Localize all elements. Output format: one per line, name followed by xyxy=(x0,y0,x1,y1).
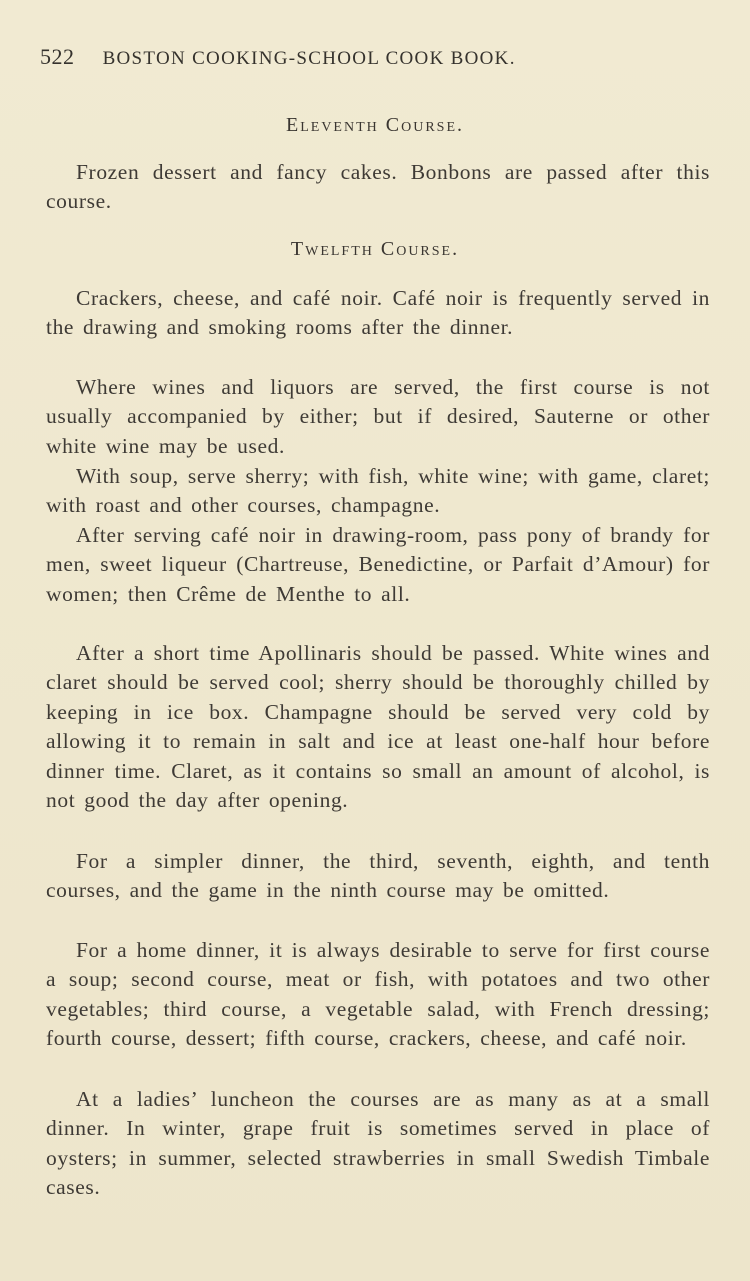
running-header xyxy=(40,44,720,70)
paragraph: Where wines and liquors are served, the first course is not usually accompanied by either; but if desired, Sauterne or other white wine may be used. xyxy=(46,374,710,458)
paragraph: Frozen dessert and fancy cakes. Bonbons are passed after this course. xyxy=(46,159,710,214)
paragraph: After a short time Apollinaris should be passed. White wines and claret should be served cool; sherry should be thoroughly chilled by keeping in ice box. Champagne should be served very cold by allowing it to remain in salt and ice at least one-half hour before dinner time. Claret, as it contains so small an amount of alcohol, is not good the day after opening. xyxy=(46,640,710,813)
paragraph: At a ladies’ luncheon the courses are as many as at a small dinner. In winter, grape fruit is sometimes served in place of oysters; in summer, selected strawberries in small Swedish Timbale cases. xyxy=(46,1086,710,1200)
running-title: BOSTON COOKING-SCHOOL COOK BOOK. xyxy=(102,48,516,69)
paragraph: After serving café noir in drawing-room, pass pony of brandy for men, sweet liqueur (Chartreuse, Benedictine, or Parfait d’Amour) for women; then Crême de Menthe to all. xyxy=(46,522,710,606)
section-heading-eleventh-course: Eleventh Course. xyxy=(286,114,464,136)
page-number: 522 xyxy=(40,44,75,69)
paragraph: For a simpler dinner, the third, seventh, eighth, and tenth courses, and the game in the ninth course may be omitted. xyxy=(46,848,710,903)
paragraph: With soup, serve sherry; with fish, white wine; with game, claret; with roast and other courses, champagne. xyxy=(46,463,710,518)
paragraph: For a home dinner, it is always desirable to serve for first course a soup; second course, meat or fish, with potatoes and two other vegetables; third course, a vegetable salad, with French dressing; fourth course, dessert; fifth course, crackers, cheese, and café noir. xyxy=(46,937,710,1051)
paragraph: Crackers, cheese, and café noir. Café noir is frequently served in the drawing and smoking rooms after the dinner. xyxy=(46,285,710,340)
section-heading-twelfth-course: Twelfth Course. xyxy=(290,238,460,260)
